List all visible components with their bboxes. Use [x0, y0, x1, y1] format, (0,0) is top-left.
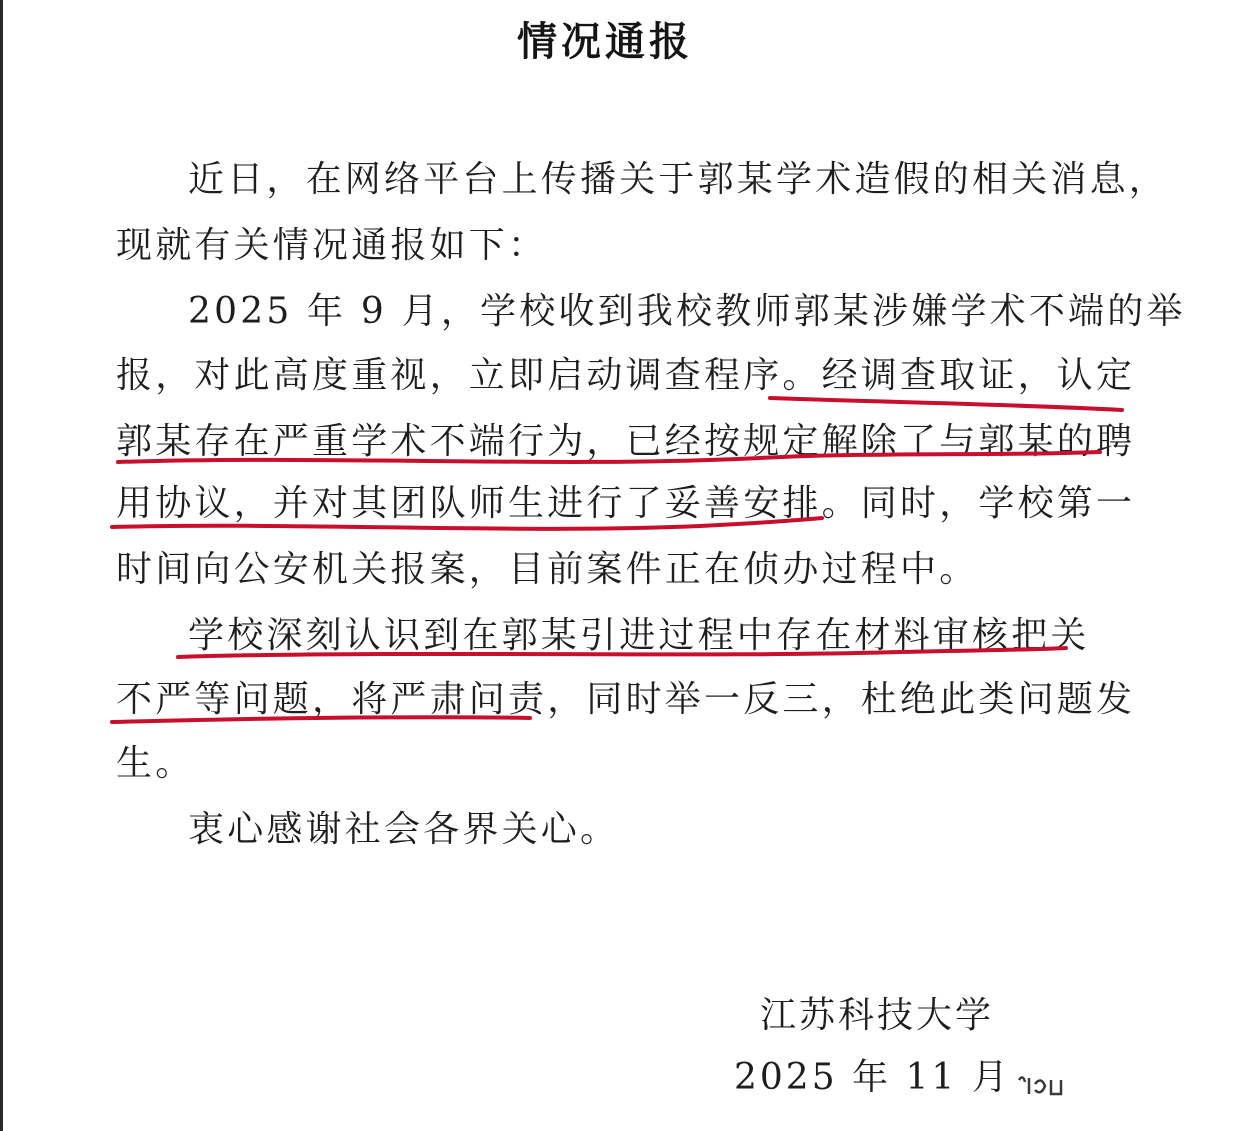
- page-left-border: [0, 0, 3, 1131]
- paragraph-line-11: 衷心感谢社会各界关心。: [188, 809, 620, 850]
- paragraph-line-3: 2025 年 9 月，学校收到我校教师郭某涉嫌学术不端的举: [188, 291, 1186, 332]
- paragraph-line-2: 现就有关情况通报如下：: [116, 225, 548, 266]
- signature-date-text: 2025 年 11 月: [734, 1057, 1011, 1098]
- signature-date: [734, 1054, 1063, 1102]
- paragraph-line-10: 生。: [116, 743, 195, 784]
- paragraph-line-6: 用协议，并对其团队师生进行了妥善安排。同时，学校第一: [116, 483, 1136, 524]
- paragraph-line-4: 报，对此高度重视，立即启动调查程序。经调查取证，认定: [116, 355, 1136, 396]
- paragraph-line-8: 学校深刻认识到在郭某引进过程中存在材料审核把关: [188, 615, 1090, 656]
- document-title: 情况通报: [517, 19, 693, 65]
- paragraph-line-5: 郭某存在严重学术不端行为，已经按规定解除了与郭某的聘: [116, 421, 1136, 462]
- paragraph-line-1: 近日，在网络平台上传播关于郭某学术造假的相关消息，: [188, 159, 1169, 200]
- date-illegible-fragment: [1011, 1065, 1063, 1095]
- paragraph-line-7: 时间向公安机关报案，目前案件正在侦办过程中。: [116, 549, 979, 590]
- signature-organization: 江苏科技大学: [760, 995, 995, 1036]
- paragraph-line-9: 不严等问题，将严肃问责，同时举一反三，杜绝此类问题发: [116, 679, 1136, 720]
